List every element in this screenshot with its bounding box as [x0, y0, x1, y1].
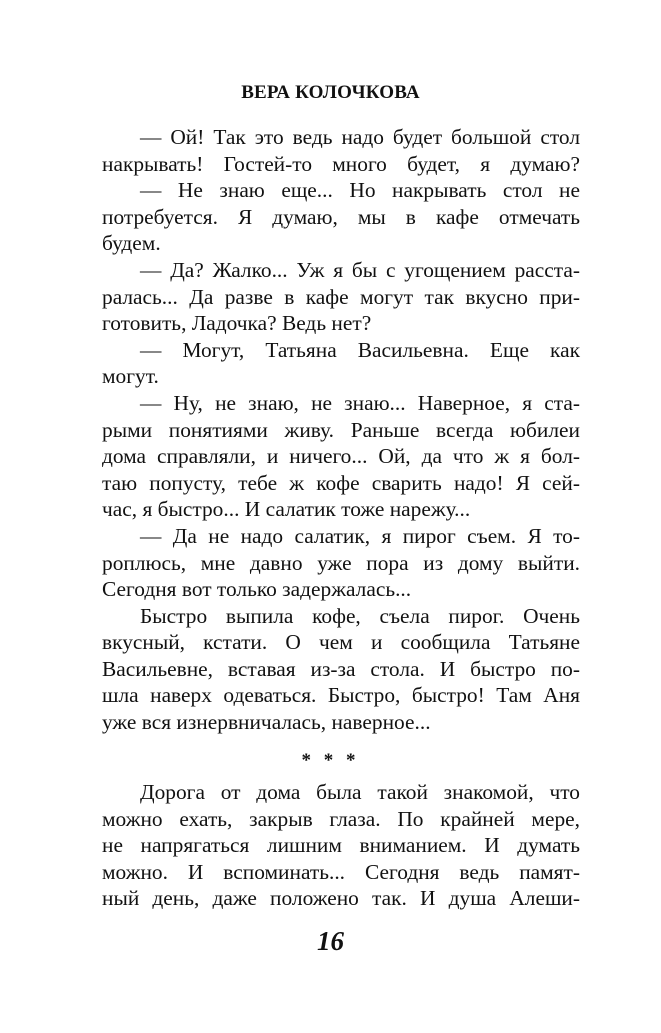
page-number: 16 [317, 926, 344, 956]
text-line: — Да не надо салатик, я пирог съем. Я то- [140, 523, 580, 548]
text-line: уже вся изнервничалась, наверное... [102, 710, 431, 735]
text-line: вкусный, кстати. О чем и сообщила Татьяне [102, 630, 580, 655]
second-section-text [102, 779, 580, 912]
text-line: можно. И вспоминать... Сегодня ведь памят- [102, 859, 580, 884]
running-title: ВЕРА КОЛОЧКОВА [241, 82, 420, 103]
text-line: — Ой! Так это ведь надо будет большой стол [140, 125, 580, 149]
text-line: Васильевне, вставая из-за стола. И быстро по- [102, 656, 580, 681]
main-text [102, 124, 580, 736]
section-break: * * * [301, 750, 360, 771]
text-line: Сегодня вот только задержалась... [102, 577, 412, 602]
text-line: накрывать! Гостей-то много будет, я думаю? [102, 151, 580, 176]
text-line: ралась... Да разве в кафе могут так вкусно при- [102, 284, 580, 309]
text-line: можно ехать, закрыв глаза. По крайней мере, [102, 806, 580, 831]
text-line: — Ну, не знаю, не знаю... Наверное, я ста- [140, 390, 580, 415]
text-line: дома справляли, и ничего... Ой, да что ж я бол- [102, 444, 580, 469]
text-line: готовить, Ладочка? Ведь нет? [102, 311, 372, 336]
text-line: могут. [102, 364, 159, 389]
text-line: будем. [102, 231, 161, 256]
text-line: шла наверх одеваться. Быстро, быстро! Там Аня [102, 683, 580, 708]
text-line: потребуется. Я думаю, мы в кафе отмечать [102, 204, 580, 229]
text-line: Дорога от дома была такой знакомой, что [140, 780, 580, 804]
text-line: — Могут, Татьяна Васильевна. Еще как [140, 337, 580, 362]
text-line: таю попусту, тебе ж кофе сварить надо! Я сей- [102, 470, 580, 495]
text-line: ный день, даже положено так. И душа Алеши- [102, 886, 580, 911]
text-line: не напрягаться лишним вниманием. И думать [102, 833, 580, 858]
text-line: — Да? Жалко... Уж я бы с угощением расста- [140, 257, 580, 282]
text-line: роплюсь, мне давно уже пора из дому выйти. [102, 550, 580, 575]
text-line: Быстро выпила кофе, съела пирог. Очень [140, 603, 580, 628]
text-line: — Не знаю еще... Но накрывать стол не [140, 178, 580, 203]
text-line: рыми понятиями живу. Раньше всегда юбилеи [102, 417, 580, 442]
text-line: час, я быстро... И салатик тоже нарежу... [102, 497, 471, 522]
